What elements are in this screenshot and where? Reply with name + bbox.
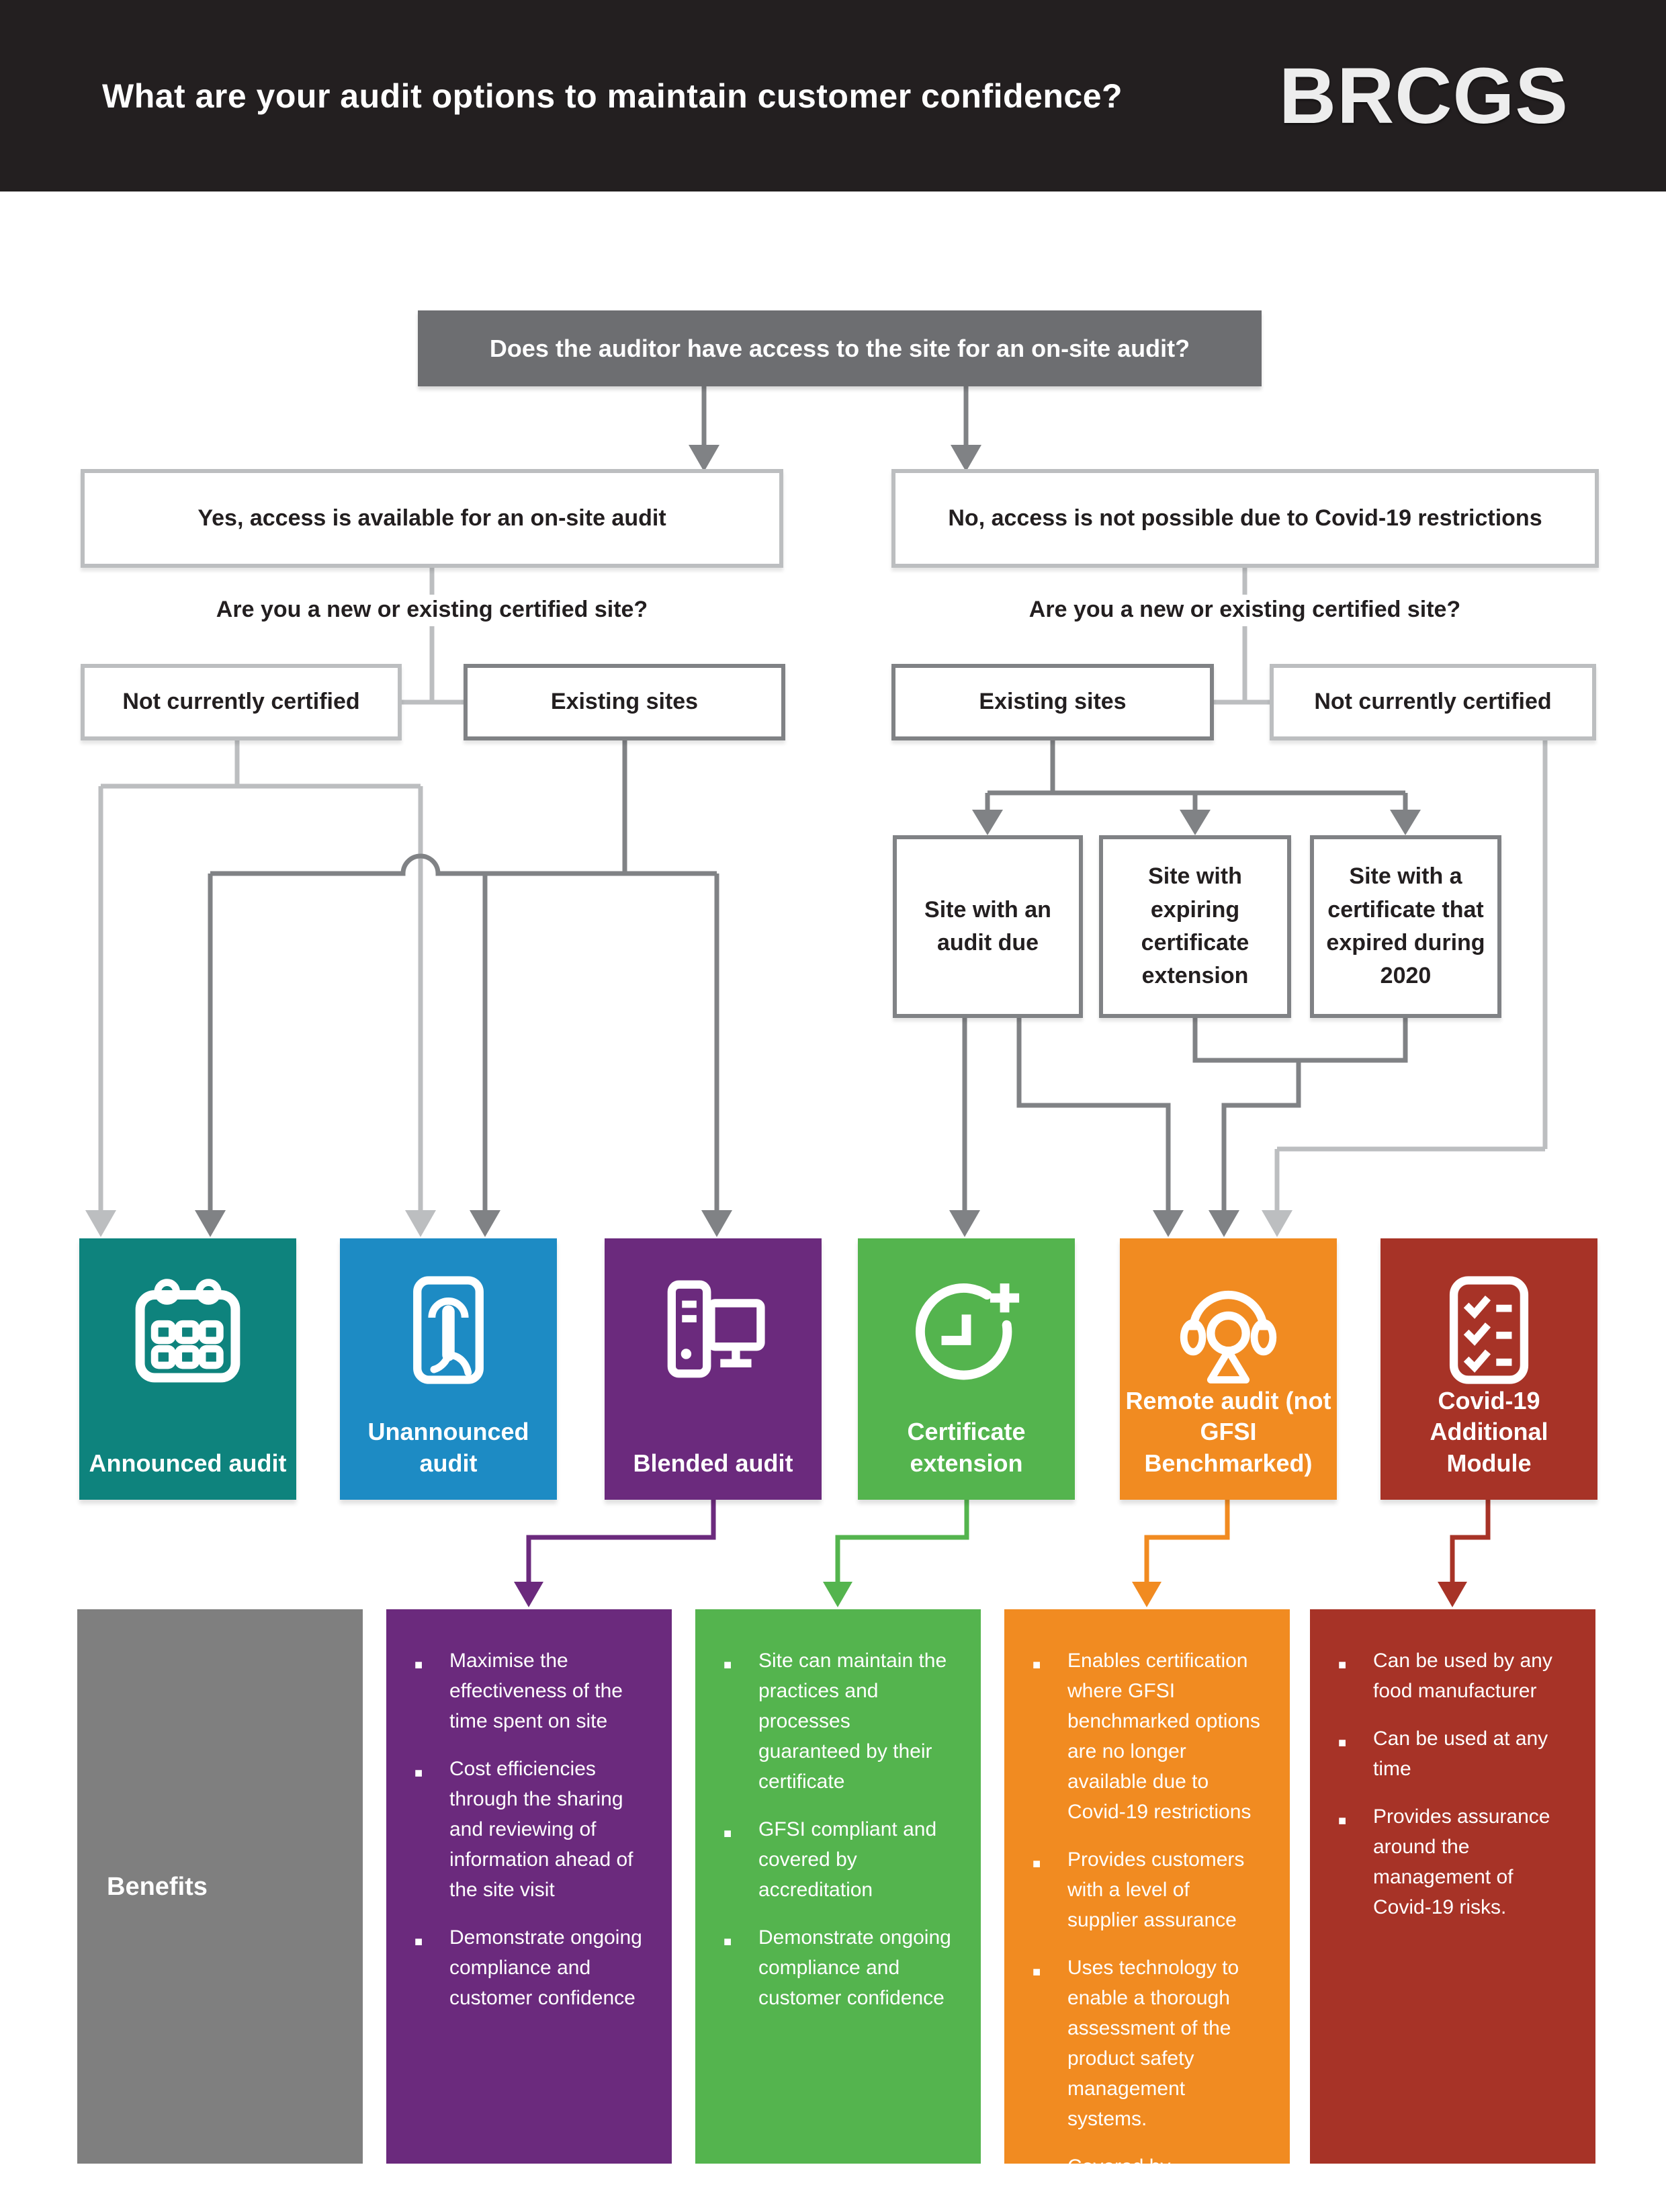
option-label: Blended audit (633, 1449, 793, 1478)
benefits-covid-module (1310, 1609, 1595, 2164)
benefit-list (386, 1609, 672, 2013)
benefit-item: ■ Provides assurance around the management of Covid-19 risks. (1338, 1801, 1570, 1922)
benefit-item: ■ Demonstrate ongoing compliance and customer confidence (724, 1922, 955, 2013)
left-question-text: Are you a new or existing certified site? (216, 597, 648, 622)
benefit-item: ■ Maximise the effectiveness of the time spent on site (414, 1646, 646, 1736)
checklist-icon (1380, 1268, 1597, 1392)
touch-icon (340, 1268, 557, 1392)
root-question-box: Does the auditor have access to the site for an on-site audit? (418, 310, 1262, 386)
benefit-list (1310, 1609, 1595, 1922)
benefits-row-label-box (77, 1609, 363, 2164)
option-covid-module (1380, 1238, 1597, 1500)
right-existing-sites-box: Existing sites (891, 664, 1214, 740)
left-not-certified-box: Not currently certified (81, 664, 402, 740)
right-not-certified-box: Not currently certified (1270, 664, 1596, 740)
option-label: Remote audit (not GFSI Benchmarked) (1125, 1386, 1331, 1478)
option-unannounced-audit (340, 1238, 557, 1500)
calendar-icon (79, 1268, 296, 1392)
option-label: Certificate extension (907, 1418, 1026, 1478)
benefits-certificate-extension (695, 1609, 981, 2164)
benefit-list (695, 1609, 981, 2013)
benefit-item: ■ Cost efficiencies through the sharing and reviewing of information ahead of the site visit (414, 1754, 646, 1905)
benefit-item: ■ Can be used at any time (1338, 1724, 1570, 1784)
brcgs-logo: BRCGS (1278, 51, 1569, 140)
benefit-item: ■ Uses technology to enable a thorough assessment of the product safety management systems. (1033, 1953, 1264, 2134)
benefits-blended-audit (386, 1609, 672, 2164)
yes-branch-box: Yes, access is available for an on-site audit (81, 469, 783, 568)
page-title: What are your audit options to maintain customer confidence? (102, 77, 1123, 115)
benefit-item: ■ Demonstrate ongoing compliance and customer confidence (414, 1922, 646, 2013)
benefit-list (1004, 1609, 1290, 2212)
option-certificate-extension (858, 1238, 1075, 1500)
benefit-item: ■ Can be used by any food manufacturer (1338, 1646, 1570, 1706)
option-announced-audit (79, 1238, 296, 1500)
benefit-item: ■ Enables certification where GFSI benchmarked options are no longer available due to Covid-19 restrictions (1033, 1646, 1264, 1827)
clock-plus-icon (858, 1268, 1075, 1392)
option-blended-audit (605, 1238, 822, 1500)
benefits-remote-audit (1004, 1609, 1290, 2208)
benefit-item: ■ Provides customers with a level of supplier assurance (1033, 1844, 1264, 1935)
no-branch-box: No, access is not possible due to Covid-19 restrictions (891, 469, 1599, 568)
option-label: Unannounced audit (367, 1418, 529, 1478)
option-remote-audit (1120, 1238, 1337, 1500)
benefit-item: ■ GFSI compliant and covered by accreditation (724, 1814, 955, 1905)
site-expiring-extension-box: Site with expiring certificate extension (1099, 835, 1291, 1018)
headset-icon (1120, 1268, 1337, 1392)
option-label: Covid-19 Additional Module (1430, 1386, 1548, 1478)
site-audit-due-box: Site with an audit due (893, 835, 1083, 1018)
benefit-item: ■ Covered by accreditation (1033, 2152, 1264, 2212)
left-existing-sites-box: Existing sites (464, 664, 785, 740)
site-expired-2020-box: Site with a certificate that expired during 2020 (1310, 835, 1501, 1018)
benefit-item: ■ Site can maintain the practices and processes guaranteed by their certificate (724, 1646, 955, 1797)
right-question-text: Are you a new or existing certified site? (1028, 597, 1461, 622)
option-label: Announced audit (89, 1449, 287, 1478)
computer-icon (605, 1268, 822, 1392)
benefits-row-label: Benefits (107, 1873, 208, 1901)
